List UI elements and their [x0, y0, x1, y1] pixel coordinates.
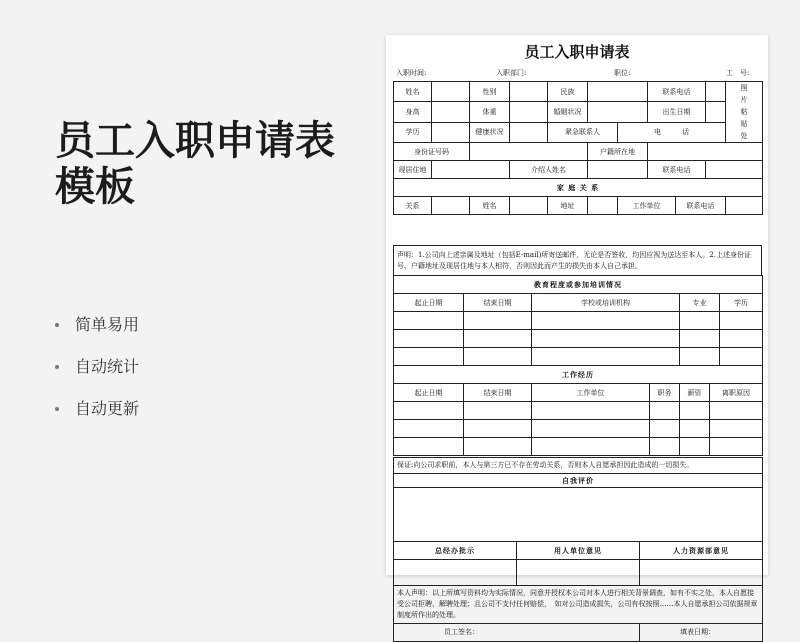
cell-blank[interactable]: [680, 348, 720, 366]
cell-work-unit-label: 工作单位: [618, 197, 676, 215]
cell-work-end-label: 结束日期: [464, 384, 532, 402]
form-title: 员工入职申请表: [524, 43, 630, 61]
feature-item: [55, 346, 375, 388]
cell-blank[interactable]: [680, 330, 720, 348]
job-number-label: 工 号:: [726, 69, 750, 77]
cell-blank[interactable]: [588, 82, 648, 102]
cell-blank[interactable]: [432, 197, 470, 215]
cell-current-address-label: 现居住地: [394, 161, 432, 179]
cell-blank[interactable]: [470, 143, 588, 161]
cell-work-start-label: 起止日期: [394, 384, 464, 402]
cell-relation-label: 关系: [394, 197, 432, 215]
cell-blank[interactable]: [720, 330, 763, 348]
cell-blank[interactable]: [710, 420, 763, 438]
cell-ethnicity-label: 民族: [548, 82, 588, 102]
cell-blank[interactable]: [432, 122, 470, 142]
cell-edu-end-label: 结束日期: [464, 294, 532, 312]
statement-2: 本人声明：以上所填写资料均为实际情况，同意并授权本公司对本人进行相关背景调查，如有不实之处，本人自愿接受公司拒聘、解聘处理；且公司不支付任何赔偿， 如对公司造成损失，公司有权按照……本人自愿承担公司依据规章制度所作出的处理。: [394, 586, 763, 624]
cell-birth-date-label: 出生日期: [648, 102, 706, 122]
cell-blank[interactable]: [532, 402, 650, 420]
cell-blank[interactable]: [464, 312, 532, 330]
cell-blank[interactable]: [680, 402, 710, 420]
cell-major-label: 专业: [680, 294, 720, 312]
cell-blank[interactable]: [532, 438, 650, 456]
cell-hukou-label: 户籍所在地: [588, 143, 648, 161]
cell-blank[interactable]: [532, 312, 680, 330]
cell-name-label: 姓名: [394, 82, 432, 102]
cell-health-label: 健康状况: [470, 122, 510, 142]
page-title-line-1: 员工入职申请表: [55, 118, 335, 164]
cell-blank[interactable]: [394, 420, 464, 438]
guarantee-table: [393, 457, 763, 642]
cell-blank[interactable]: [394, 312, 464, 330]
cell-blank[interactable]: [720, 348, 763, 366]
cell-blank[interactable]: [464, 330, 532, 348]
feature-label: 简单易用: [75, 315, 140, 334]
left-panel: [55, 118, 375, 430]
cell-weight-label: 体重: [470, 102, 510, 122]
hr-opinion-area[interactable]: [640, 560, 763, 586]
form-preview: [386, 35, 768, 636]
cell-referrer-name-label: 介绍人姓名: [510, 161, 588, 179]
cell-blank[interactable]: [680, 420, 710, 438]
cell-blank[interactable]: [464, 438, 532, 456]
cell-blank[interactable]: [464, 348, 532, 366]
dept-opinion-area[interactable]: [517, 560, 640, 586]
photo-area[interactable]: [726, 82, 763, 143]
education-table: [393, 275, 763, 366]
cell-referrer-phone-label: 联系电话: [648, 161, 706, 179]
feature-list: [55, 304, 375, 430]
signature-field[interactable]: [394, 624, 640, 642]
cell-blank[interactable]: [394, 402, 464, 420]
cell-blank[interactable]: [720, 312, 763, 330]
statement-1: 声明：1.公司向上述亲属及地址（包括E-mail)所寄送邮件，无论是否签收，均因应视为送达至本人。2.上述身份证号、户籍地址及现居住地与本人相符，否则因此而产生的损失由本人自己承担。: [394, 246, 762, 276]
cell-address-label: 地址: [548, 197, 588, 215]
cell-blank[interactable]: [650, 438, 680, 456]
feature-label: 自动更新: [75, 399, 140, 418]
cell-blank[interactable]: [680, 312, 720, 330]
cell-blank[interactable]: [650, 402, 680, 420]
cell-phone-label: 电 话: [618, 122, 726, 142]
cell-blank[interactable]: [532, 330, 680, 348]
bullet-icon: [55, 323, 59, 327]
page-title: [55, 118, 375, 210]
cell-blank[interactable]: [710, 438, 763, 456]
cell-blank[interactable]: [648, 143, 763, 161]
cell-blank[interactable]: [706, 102, 726, 122]
cell-salary-label: 薪资: [680, 384, 710, 402]
cell-blank[interactable]: [532, 348, 680, 366]
cell-emergency-contact-label: 紧急联系人: [548, 122, 618, 142]
cell-blank[interactable]: [432, 102, 470, 122]
cell-family-phone-label: 联系电话: [676, 197, 726, 215]
statement-table: [393, 245, 762, 276]
cell-blank[interactable]: [394, 330, 464, 348]
cell-company-label: 工作单位: [532, 384, 650, 402]
self-eval-title: 自我评价: [394, 474, 763, 488]
feature-item: [55, 388, 375, 430]
application-table: [393, 81, 763, 215]
cell-marital-label: 婚姻状况: [548, 102, 588, 122]
family-section-title: 家 庭 关 系: [394, 179, 763, 197]
cell-blank[interactable]: [510, 102, 548, 122]
cell-blank[interactable]: [510, 122, 548, 142]
feature-label: 自动统计: [75, 357, 140, 376]
cell-blank[interactable]: [464, 402, 532, 420]
cell-blank[interactable]: [588, 161, 648, 179]
cell-school-label: 学校或培训机构: [532, 294, 680, 312]
cell-education-label: 学历: [394, 122, 432, 142]
work-table: [393, 365, 763, 456]
cell-blank[interactable]: [706, 82, 726, 102]
cell-blank[interactable]: [432, 161, 510, 179]
cell-gender-label: 性别: [470, 82, 510, 102]
department-label: 入职部门:: [496, 69, 527, 77]
cell-blank[interactable]: [464, 420, 532, 438]
manager-approval-label: 总经办批示: [394, 542, 517, 560]
self-eval-area[interactable]: [394, 488, 763, 542]
dept-opinion-label: 用人单位意见: [517, 542, 640, 560]
fill-date-field[interactable]: [640, 624, 763, 642]
guarantee-statement: 保证:向公司求职前，本人与第三方已不存在劳动关系，否则本人自愿承担因此造成的一切损失。: [394, 458, 763, 474]
feature-item: [55, 304, 375, 346]
bullet-icon: [55, 365, 59, 369]
photo-label: 照片粘贴处: [740, 84, 748, 140]
cell-blank[interactable]: [510, 82, 548, 102]
cell-blank[interactable]: [394, 348, 464, 366]
cell-family-name-label: 姓名: [470, 197, 510, 215]
bullet-icon: [55, 407, 59, 411]
cell-blank[interactable]: [726, 197, 763, 215]
signature-label: 员工签名：: [444, 628, 479, 636]
cell-height-label: 身高: [394, 102, 432, 122]
cell-role-label: 职务: [650, 384, 680, 402]
cell-blank[interactable]: [588, 102, 648, 122]
page-title-line-2: 模板: [55, 164, 135, 210]
cell-blank[interactable]: [710, 402, 763, 420]
manager-approval-area[interactable]: [394, 560, 517, 586]
fill-date-label: 填表日期：: [680, 628, 715, 636]
cell-blank[interactable]: [532, 420, 650, 438]
position-label: 职位:: [614, 69, 631, 77]
cell-degree-label: 学历: [720, 294, 763, 312]
work-section-title: 工作经历: [394, 366, 763, 384]
cell-blank[interactable]: [706, 161, 763, 179]
cell-blank[interactable]: [680, 438, 710, 456]
cell-reason-label: 离职原因: [710, 384, 763, 402]
form-header-row: [386, 65, 768, 81]
cell-blank[interactable]: [432, 82, 470, 102]
cell-contact-phone-label: 联系电话: [648, 82, 706, 102]
cell-blank[interactable]: [510, 197, 548, 215]
cell-edu-start-label: 起止日期: [394, 294, 464, 312]
education-section-title: 教育程度或参加培训情况: [394, 276, 763, 294]
hr-opinion-label: 人力资源部意见: [640, 542, 763, 560]
cell-blank[interactable]: [650, 420, 680, 438]
cell-id-number-label: 身份证号码: [394, 143, 470, 161]
cell-blank[interactable]: [588, 197, 618, 215]
cell-blank[interactable]: [394, 438, 464, 456]
entry-time-label: 入职时间:: [396, 69, 427, 77]
